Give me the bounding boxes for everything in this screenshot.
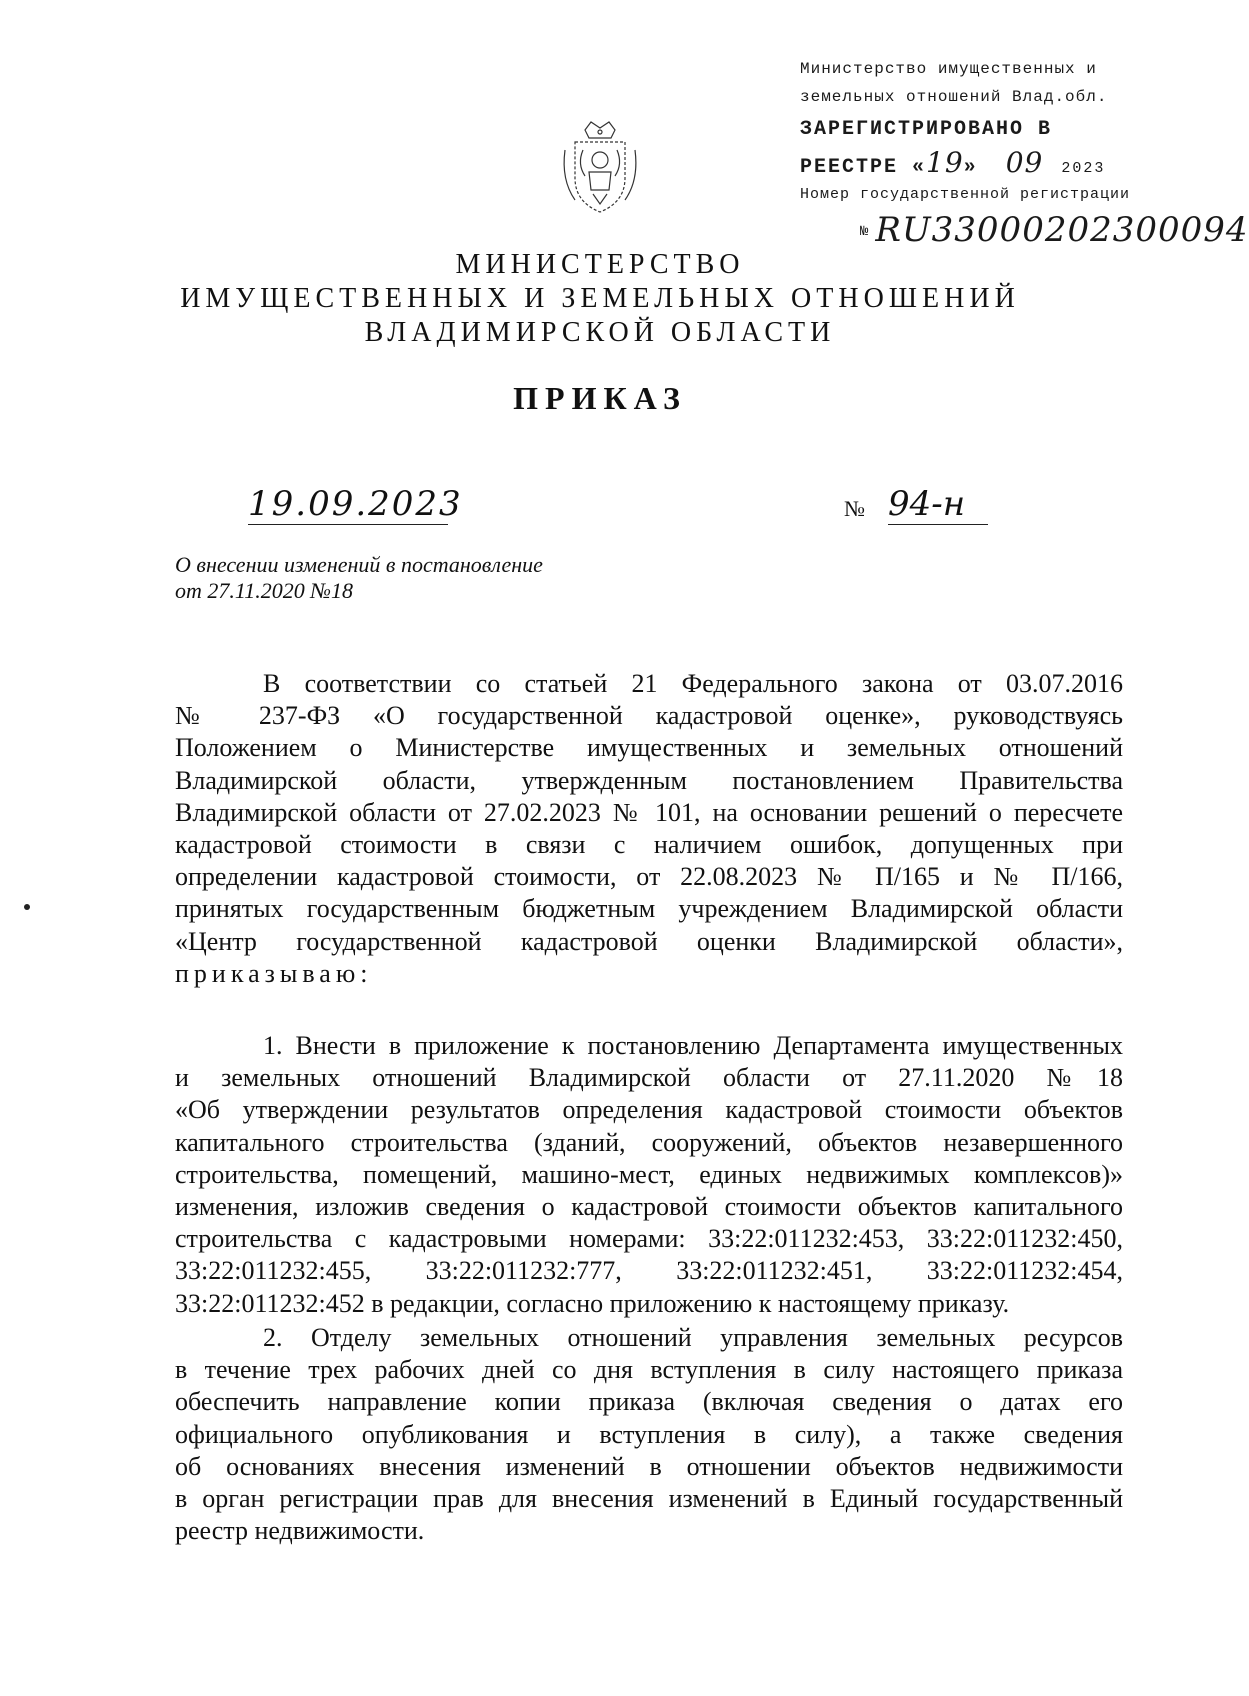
clause-2-line: обеспечить направление копии приказа (включая сведения о датах его: [175, 1387, 1123, 1417]
stamp-day: 19: [926, 146, 964, 179]
stamp-line-1: Министерство имущественных и: [800, 60, 1097, 78]
stamp-month: 09: [1005, 146, 1044, 179]
clause-2-line: 2. Отделу земельных отношений управления земельных ресурсов: [263, 1323, 1123, 1352]
stamp-registry-prefix: РЕЕСТРЕ «: [800, 156, 927, 179]
subject-line-2: от 27.11.2020 №18: [175, 578, 353, 603]
stamp-year: 2023: [1061, 160, 1106, 177]
clause-2-line: об основаниях внесения изменений в отношении объектов недвижимости: [175, 1451, 1123, 1481]
stamp-line-5: Номер государственной регистрации: [800, 186, 1131, 203]
preamble-line: принятых государственным бюджетным учреждением Владимирской области: [175, 894, 1123, 924]
preamble-line: Владимирской области, утвержденным постановлением Правительства: [175, 765, 1123, 795]
subject-line-1: О внесении изменений в постановление: [175, 552, 543, 577]
order-date: 19.09.2023: [248, 484, 463, 524]
stamp-line-2: земельных отношений Влад.обл.: [800, 88, 1108, 106]
clause-2-line: реестр недвижимости.: [175, 1516, 425, 1546]
clause-1-line: 33:22:011232:455, 33:22:011232:777, 33:22:011232:451, 33:22:011232:454,: [175, 1256, 1123, 1286]
preamble-line: В соответствии со статьей 21 Федерального закона от 03.07.2016: [263, 669, 1123, 698]
stamp-line-3: ЗАРЕГИСТРИРОВАНО В: [800, 118, 1053, 141]
clause-1-line: строительства, помещений, машино-мест, единых недвижимых комплексов)»: [175, 1159, 1123, 1189]
clause-1-line: «Об утверждении результатов определения кадастровой стоимости объектов: [175, 1095, 1123, 1125]
ministry-name-line-2: ИМУЩЕСТВЕННЫХ И ЗЕМЕЛЬНЫХ ОТНОШЕНИЙ: [180, 283, 1020, 314]
ministry-name-line-3: ВЛАДИМИРСКОЙ ОБЛАСТИ: [364, 317, 836, 348]
clause-2-line: в течение трех рабочих дней со дня вступления в силу настоящего приказа: [175, 1355, 1123, 1385]
clause-2-paragraph: [175, 1322, 1123, 1547]
order-subject: [175, 552, 675, 604]
stamp-registry-mid: »: [963, 156, 978, 179]
clause-1-line: капитального строительства (зданий, сооружений, объектов незавершенного: [175, 1127, 1123, 1157]
clause-1-line: изменения, изложив сведения о кадастровой стоимости объектов капитального: [175, 1192, 1123, 1222]
stamp-number-symbol: №: [860, 224, 870, 240]
preamble-line: кадастровой стоимости в связи с наличием ошибок, допущенных при: [175, 830, 1123, 860]
preamble-paragraph: [175, 668, 1123, 990]
preamble-line: Владимирской области от 27.02.2023 № 101, на основании решений о пересчете: [175, 797, 1123, 827]
preamble-line: «Центр государственной кадастровой оценки Владимирской области»,: [175, 926, 1123, 956]
clause-1-paragraph: [175, 1030, 1123, 1320]
clause-1-line: строительства с кадастровыми номерами: 33:22:011232:453, 33:22:011232:450,: [175, 1224, 1123, 1254]
clause-2-line: официального опубликования и вступления в силу), а также сведения: [175, 1419, 1123, 1449]
clause-1-line: 1. Внести в приложение к постановлению Департамента имущественных: [263, 1031, 1123, 1060]
clause-2-line: в орган регистрации прав для внесения изменений в Единый государственный: [175, 1484, 1123, 1514]
clause-1-line: и земельных отношений Владимирской области от 27.11.2020 №18: [175, 1063, 1123, 1093]
stamp-line-4: [800, 146, 1105, 179]
vladimir-coat-of-arms-icon: [555, 120, 645, 220]
order-decree-word: приказываю:: [175, 958, 373, 988]
stamp-registration-number: [860, 210, 1249, 250]
document-type-title: ПРИКАЗ: [513, 380, 687, 416]
scan-speck: [24, 904, 30, 910]
preamble-line: Положением о Министерстве имущественных и земельных отношений: [175, 733, 1123, 763]
preamble-line: определении кадастровой стоимости, от 22.08.2023 № П/165 и № П/166,: [175, 862, 1123, 892]
ministry-name-line-1: МИНИСТЕРСТВО: [455, 249, 745, 280]
clause-1-line: 33:22:011232:452 в редакции, согласно приложению к настоящему приказу.: [175, 1288, 1010, 1318]
order-number: 94-н: [888, 484, 988, 525]
preamble-line: № 237-ФЗ «О государственной кадастровой оценке», руководствуясь: [175, 701, 1123, 731]
order-number-label: №: [844, 496, 865, 521]
stamp-number-value: RU33000202300094: [875, 210, 1249, 250]
